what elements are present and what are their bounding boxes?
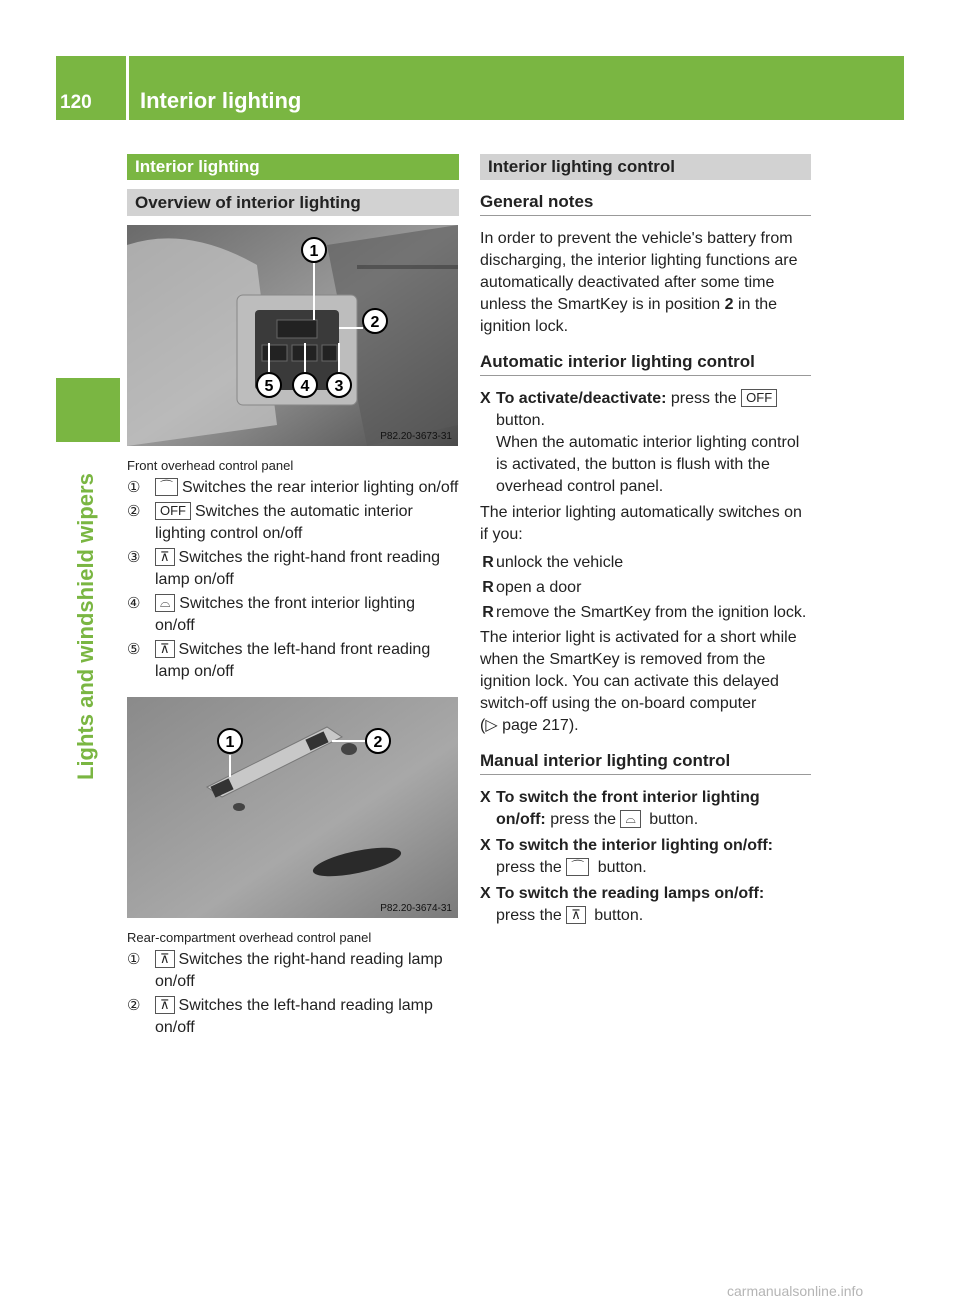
- list-item: [480, 552, 811, 574]
- page-number: 120: [60, 92, 92, 113]
- step-label: To switch the front interior lighting on/off:: [496, 789, 760, 828]
- section-title: Interior lighting control: [480, 154, 811, 180]
- step-label: To switch the interior lighting on/off:: [496, 837, 773, 854]
- bullet-mark: R: [482, 554, 494, 571]
- list-item: [127, 477, 459, 499]
- list-item: [127, 639, 459, 683]
- left-column: [127, 154, 459, 1041]
- manual-step: [480, 835, 811, 879]
- general-notes-title: General notes: [480, 192, 811, 216]
- watermark: carmanualsonline.info: [727, 1283, 864, 1299]
- manual-control-title: Manual interior lighting control: [480, 751, 811, 775]
- step-mark: X: [480, 885, 491, 902]
- svg-text:2: 2: [370, 314, 380, 331]
- item-text: Switches the rear interior lighting on/off: [182, 479, 459, 496]
- step-post: button.: [649, 811, 699, 828]
- auto-on-text: The interior lighting automatically switches on if you:: [480, 504, 802, 543]
- item-text: Switches the left-hand front reading lamp on/off: [155, 641, 431, 680]
- svg-text:2: 2: [373, 734, 383, 751]
- reading-lamp-icon: ⊼: [155, 640, 175, 658]
- item-number: ④: [127, 595, 141, 612]
- item-number: ②: [127, 997, 141, 1014]
- side-tab: [56, 378, 120, 442]
- item-text: Switches the right-hand front reading lamp on/off: [155, 549, 440, 588]
- item-number: ①: [127, 951, 141, 968]
- bullet-text: unlock the vehicle: [496, 554, 624, 571]
- step-post: button.: [496, 412, 545, 429]
- step-pre: press the: [550, 811, 617, 828]
- reading-lamp-icon: ⊼: [566, 906, 586, 924]
- callout-2: [366, 729, 390, 753]
- front-light-icon: ⌓: [155, 594, 175, 612]
- callout-1: [218, 729, 242, 753]
- manual-step: [480, 883, 811, 927]
- photo-code-1: P82.20-3673-31: [380, 431, 452, 442]
- right-column: [480, 154, 811, 931]
- front-light-icon: ⌓: [620, 810, 640, 828]
- item-text: Switches the front interior lighting on/off: [155, 595, 415, 634]
- rear-panel-photo: [127, 697, 458, 918]
- list-item: [127, 949, 459, 993]
- step-post: button.: [594, 907, 644, 924]
- rear-light-icon: ⌒: [155, 478, 178, 496]
- step-pre: press the: [496, 859, 562, 876]
- short-while-body: The interior light is activated for a short while when the SmartKey is removed from the ignition lock. You can activate this delayed switch-off using the on-board computer: [480, 629, 797, 712]
- step-post: button.: [597, 859, 647, 876]
- header-divider: [126, 56, 129, 120]
- list-item: [127, 593, 459, 637]
- manual-step: [480, 787, 811, 831]
- step-mark: X: [480, 837, 491, 854]
- bullet-mark: R: [482, 604, 494, 621]
- general-text-part2: in the ignition lock.: [480, 296, 778, 335]
- bullet-text: open a door: [496, 579, 582, 596]
- item-number: ⑤: [127, 641, 141, 658]
- list-item: [127, 547, 459, 591]
- svg-text:4: 4: [300, 378, 310, 395]
- auto-light-icon: OFF: [155, 502, 191, 520]
- callout-2: [363, 309, 387, 333]
- item-text: Switches the left-hand reading lamp on/off: [155, 997, 433, 1036]
- callout-4: [293, 373, 317, 397]
- bullet-text: remove the SmartKey from the ignition lock.: [496, 604, 807, 621]
- step-mark: X: [480, 390, 491, 407]
- bullet-mark: R: [482, 579, 494, 596]
- item-text: Switches the automatic interior lighting control on/off: [155, 503, 413, 542]
- side-tab-label: Lights and windshield wipers: [73, 473, 98, 780]
- caption-front: Front overhead control panel: [127, 458, 294, 473]
- step-pre: press the: [670, 390, 737, 407]
- auto-light-icon: OFF: [741, 389, 777, 407]
- list-item: [127, 995, 459, 1039]
- reading-lamp-icon: ⊼: [155, 950, 175, 968]
- item-text: Switches the right-hand reading lamp on/off: [155, 951, 443, 990]
- subsection-title: Overview of interior lighting: [127, 189, 459, 216]
- auto-step: [480, 388, 811, 498]
- section-title: Interior lighting: [127, 154, 459, 180]
- reading-lamp-icon: ⊼: [155, 548, 175, 566]
- rear-panel-list: [127, 949, 459, 1039]
- callout-3: [327, 373, 351, 397]
- step-text: When the automatic interior lighting control is activated, the button is flush with the overhead control panel.: [496, 434, 800, 495]
- general-text-part1: In order to prevent the vehicle's battery from discharging, the interior lighting functions are automatically deactivated after some time unless the SmartKey is in position: [480, 230, 798, 313]
- general-text-bold: 2: [724, 296, 734, 313]
- auto-control-title: Automatic interior lighting control: [480, 352, 811, 376]
- item-number: ③: [127, 549, 141, 566]
- rear-light-icon: ⌒: [566, 858, 589, 876]
- item-number: ①: [127, 479, 141, 496]
- reading-lamp-icon: ⊼: [155, 996, 175, 1014]
- short-while-text: [480, 627, 811, 737]
- caption-rear: Rear-compartment overhead control panel: [127, 930, 372, 945]
- callout-1: [302, 238, 326, 262]
- page-ref-link[interactable]: (▷ page 217).: [480, 717, 579, 734]
- header-title: Interior lighting: [140, 88, 302, 113]
- photo-code-2: P82.20-3674-31: [380, 903, 452, 914]
- svg-text:3: 3: [334, 378, 344, 395]
- front-panel-photo: [127, 225, 458, 446]
- step-mark: X: [480, 789, 491, 806]
- front-panel-list: [127, 477, 459, 683]
- step-label: To activate/deactivate:: [496, 390, 667, 407]
- callout-5: [257, 373, 281, 397]
- item-number: ②: [127, 503, 141, 520]
- general-notes-text: [480, 228, 811, 338]
- list-item: [480, 602, 811, 624]
- list-item: [127, 501, 459, 545]
- svg-text:5: 5: [264, 378, 274, 395]
- svg-text:1: 1: [225, 734, 235, 751]
- list-item: [480, 577, 811, 599]
- step-pre: press the: [496, 907, 562, 924]
- step-label: To switch the reading lamps on/off:: [496, 885, 765, 902]
- svg-text:1: 1: [309, 243, 319, 260]
